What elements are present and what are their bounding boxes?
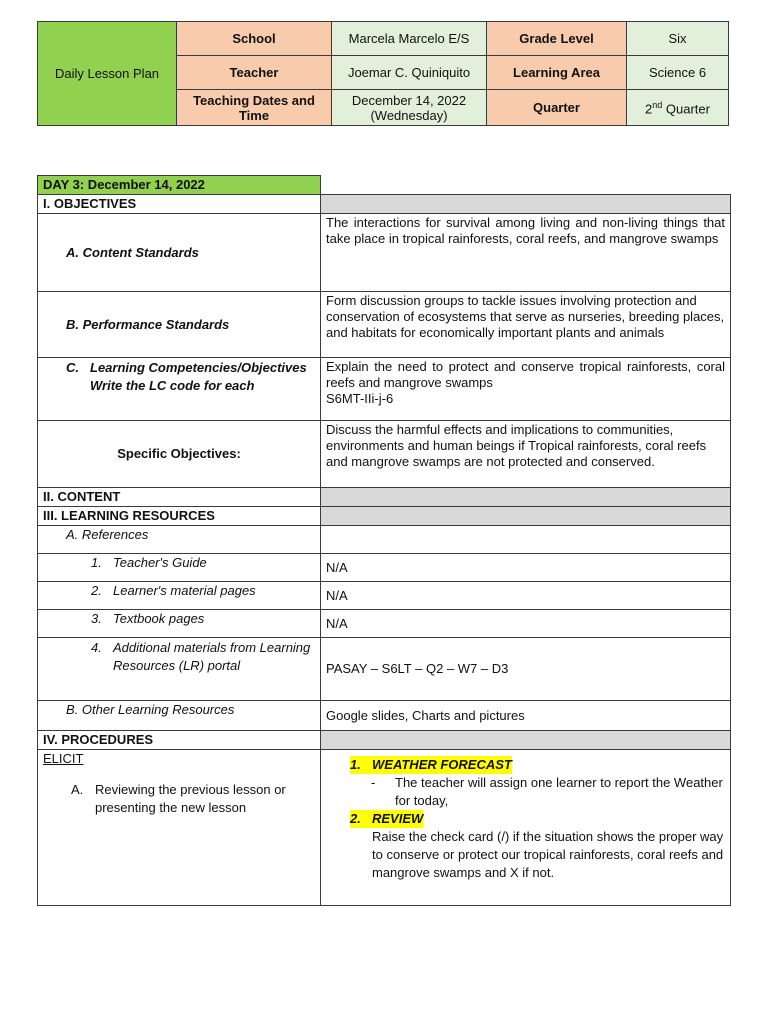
specific-objectives-value: Discuss the harmful effects and implications to communities, environments and human beings if Tropical rainforests, coral reefs and mangrove swamps are not protected and conserved. — [321, 421, 731, 488]
step1-num: 1. — [350, 756, 372, 774]
teacher-label: Teacher — [177, 56, 332, 90]
elicit-cell — [38, 750, 321, 906]
step2-text: Raise the check card (/) if the situation shows the proper way to conserve or protect our tropical rainforests, coral reefs and mangrove swamps and X if not. — [372, 829, 724, 880]
step1-dash: - — [371, 775, 376, 790]
learners-material-cell — [38, 582, 321, 610]
additional-materials-cell — [38, 638, 321, 701]
teacher-value: Joemar C. Quiniquito — [332, 56, 487, 90]
performance-standards-label: B. Performance Standards — [38, 292, 321, 358]
teaching-dates-value: December 14, 2022 (Wednesday) — [332, 90, 487, 126]
step1-title: WEATHER FORECAST — [372, 757, 512, 772]
additional-materials-num: 4. — [91, 640, 102, 655]
learning-competencies-label: Learning Competencies/Objectives Write the LC code for each — [90, 360, 307, 393]
quarter-ordinal: nd — [652, 100, 663, 111]
grade-level-value: Six — [627, 22, 729, 56]
school-value: Marcela Marcelo E/S — [332, 22, 487, 56]
school-label: School — [177, 22, 332, 56]
learning-area-value: Science 6 — [627, 56, 729, 90]
elicit-label: ELICIT — [43, 751, 84, 766]
step2-title: REVIEW — [372, 811, 424, 826]
teachers-guide-num: 1. — [91, 555, 102, 570]
references-label: A. References — [38, 526, 321, 554]
lesson-plan-body — [37, 175, 731, 906]
textbook-pages-cell — [38, 610, 321, 638]
quarter-number: 2 — [645, 101, 653, 117]
teachers-guide-label: Teacher's Guide — [113, 555, 207, 570]
content-standards-label: A. Content Standards — [38, 214, 321, 292]
content-standards-value: The interactions for survival among living and non-living things that take place in tropical rainforests, coral reefs, and mangrove swamps — [321, 214, 731, 292]
teachers-guide-cell — [38, 554, 321, 582]
step1-text: The teacher will assign one learner to report the Weather for today, — [395, 775, 723, 808]
procedures-heading: IV. PROCEDURES — [38, 731, 321, 750]
quarter-value — [627, 90, 729, 126]
learning-resources-heading: III. LEARNING RESOURCES — [38, 507, 321, 526]
quarter-suffix: Quarter — [665, 101, 710, 117]
learners-material-value: N/A — [321, 582, 731, 610]
step2-num: 2. — [350, 810, 372, 828]
learners-material-label: Learner's material pages — [113, 583, 256, 598]
daily-lesson-plan-title: Daily Lesson Plan — [38, 22, 177, 126]
quarter-label: Quarter — [487, 90, 627, 126]
learners-material-num: 2. — [91, 583, 102, 598]
teachers-guide-value: N/A — [321, 554, 731, 582]
procedure-steps-cell — [321, 750, 731, 906]
lc-code: S6MT-IIi-j-6 — [326, 391, 394, 406]
teaching-dates-label: Teaching Dates and Time — [177, 90, 332, 126]
additional-materials-label: Additional materials from Learning Resources (LR) portal — [113, 640, 311, 673]
review-letter: A. — [71, 782, 84, 797]
learning-competencies-value: Explain the need to protect and conserve tropical rainforests, coral reefs and mangrove swamps — [326, 359, 725, 390]
textbook-pages-num: 3. — [91, 611, 102, 626]
textbook-pages-label: Textbook pages — [113, 611, 205, 626]
other-learning-resources-label: B. Other Learning Resources — [38, 701, 321, 731]
review-label: Reviewing the previous lesson or presenting the new lesson — [95, 782, 286, 815]
specific-objectives-label: Specific Objectives: — [38, 421, 321, 488]
other-learning-resources-value: Google slides, Charts and pictures — [321, 701, 731, 731]
day-heading: DAY 3: December 14, 2022 — [38, 176, 321, 195]
learning-competencies-value-cell — [321, 358, 731, 421]
performance-standards-value: Form discussion groups to tackle issues involving protection and conservation of ecosystems that serve as nurseries, breeding places, and habitats for economically important plants and animals — [321, 292, 731, 358]
grade-level-label: Grade Level — [487, 22, 627, 56]
learning-competencies-letter: C. — [66, 360, 79, 375]
additional-materials-value: PASAY – S6LT – Q2 – W7 – D3 — [321, 638, 731, 701]
textbook-pages-value: N/A — [321, 610, 731, 638]
learning-area-label: Learning Area — [487, 56, 627, 90]
content-heading: II. CONTENT — [38, 488, 321, 507]
learning-competencies-cell — [38, 358, 321, 421]
objectives-heading: I. OBJECTIVES — [38, 195, 321, 214]
lesson-plan-header — [37, 21, 729, 126]
